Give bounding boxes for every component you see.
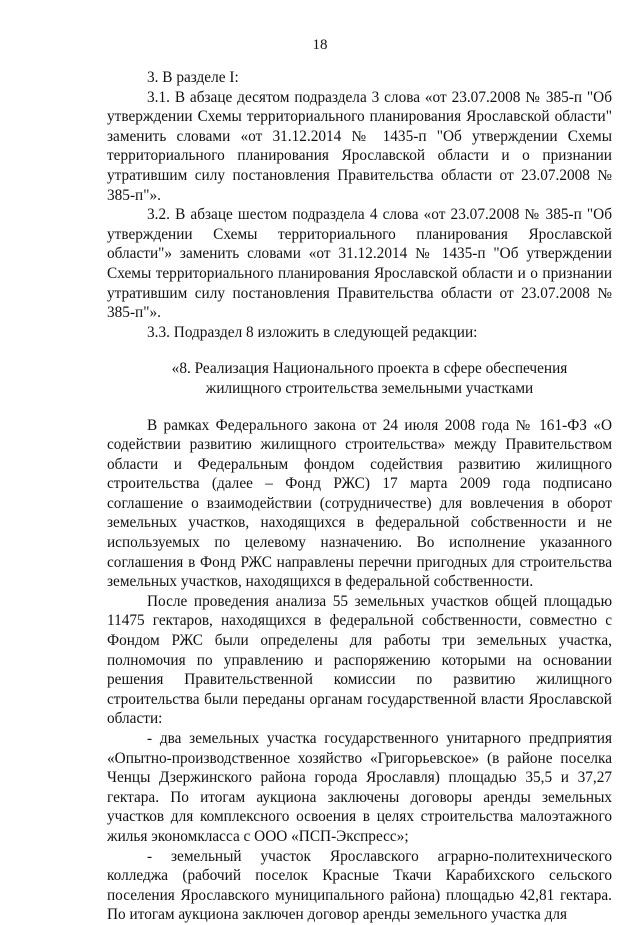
section-title: 3. В разделе I:: [147, 69, 239, 86]
list-item-grigorievskoe: - два земельных участка государственного унитарного предприятия «Опытно-производственное хозяйство «Григорьевское» (в районе поселка Ченцы Дзержинского района города Ярославля) площадью 35,5 и 37,27 гектара. По итогам аукциона заключены договоры аренды земельных участков для комплексного освоения в целях строительства малоэтажного жилья экономкласса с ООО «ПСП-Экспресс»;: [107, 730, 612, 845]
paragraph-3-2: 3.2. В абзаце шестом подраздела 4 слова «от 23.07.2008 № 385-п "Об утверждении Схемы территориального планирования Ярославской области"» заменить словами «от 31.12.2014 № 1435-п "Об утверждении Схемы территориального планирования Ярославской области и о признании утратившим силу постановления Правительства области от 23.07.2008 № 385-п"».: [107, 206, 612, 322]
subsection-heading-line-2: жилищного строительства земельными участками: [205, 379, 534, 397]
document-body: [107, 68, 612, 925]
paragraph-3-1: 3.1. В абзаце десятом подраздела 3 слова «от 23.07.2008 № 385-п "Об утверждении Схемы территориального планирования Ярославской области" заменить словами «от 31.12.2014 № 1435-п "Об утверждении Схемы территориального планирования Ярославской области и о признании утратившим силу постановления Правительства области от 23.07.2008 № 385-п"».: [107, 88, 612, 204]
list-item-college-plot: - земельный участок Ярославского аграрно-политехнического колледжа (рабочий поселок Красные Ткачи Карабихского сельского поселения Ярославского муниципального района) площадью 42,81 гектара. По итогам аукциона заключен договор аренды земельного участка для: [107, 847, 612, 924]
paragraph-land-analysis: После проведения анализа 55 земельных участков общей площадью 11475 гектаров, находящихся в федеральной собственности, совместно с Фондом РЖС были определены для работы три земельных участка, полномочия по управлению и распоряжению которыми на основании решения Правительственной комиссии по развитию жилищного строительства были переданы органам государственной власти Ярославской области:: [107, 592, 612, 728]
paragraph-3-3: 3.3. Подраздел 8 изложить в следующей редакции:: [147, 323, 478, 341]
paragraph-fund-agreement: В рамках Федерального закона от 24 июля 2008 года № 161-ФЗ «О содействии развитию жилищного строительства» между Правительством области и Федеральным фондом содействия развитию жилищного строительства (далее – Фонд РЖС) 17 марта 2009 года подписано соглашение о взаимодействии (сотрудничестве) для вовлечения в оборот земельных участков, находящихся в федеральной собственности и не используемых по целевому назначению. Во исполнение указанного соглашения в Фонд РЖС направлены перечни пригодных для строительства земельных участков, находящихся в федеральной собственности.: [107, 416, 612, 591]
subsection-heading-line-1: «8. Реализация Национального проекта в сфере обеспечения: [171, 360, 568, 378]
page-number: 18: [312, 37, 328, 53]
subsection-heading: [107, 359, 612, 398]
